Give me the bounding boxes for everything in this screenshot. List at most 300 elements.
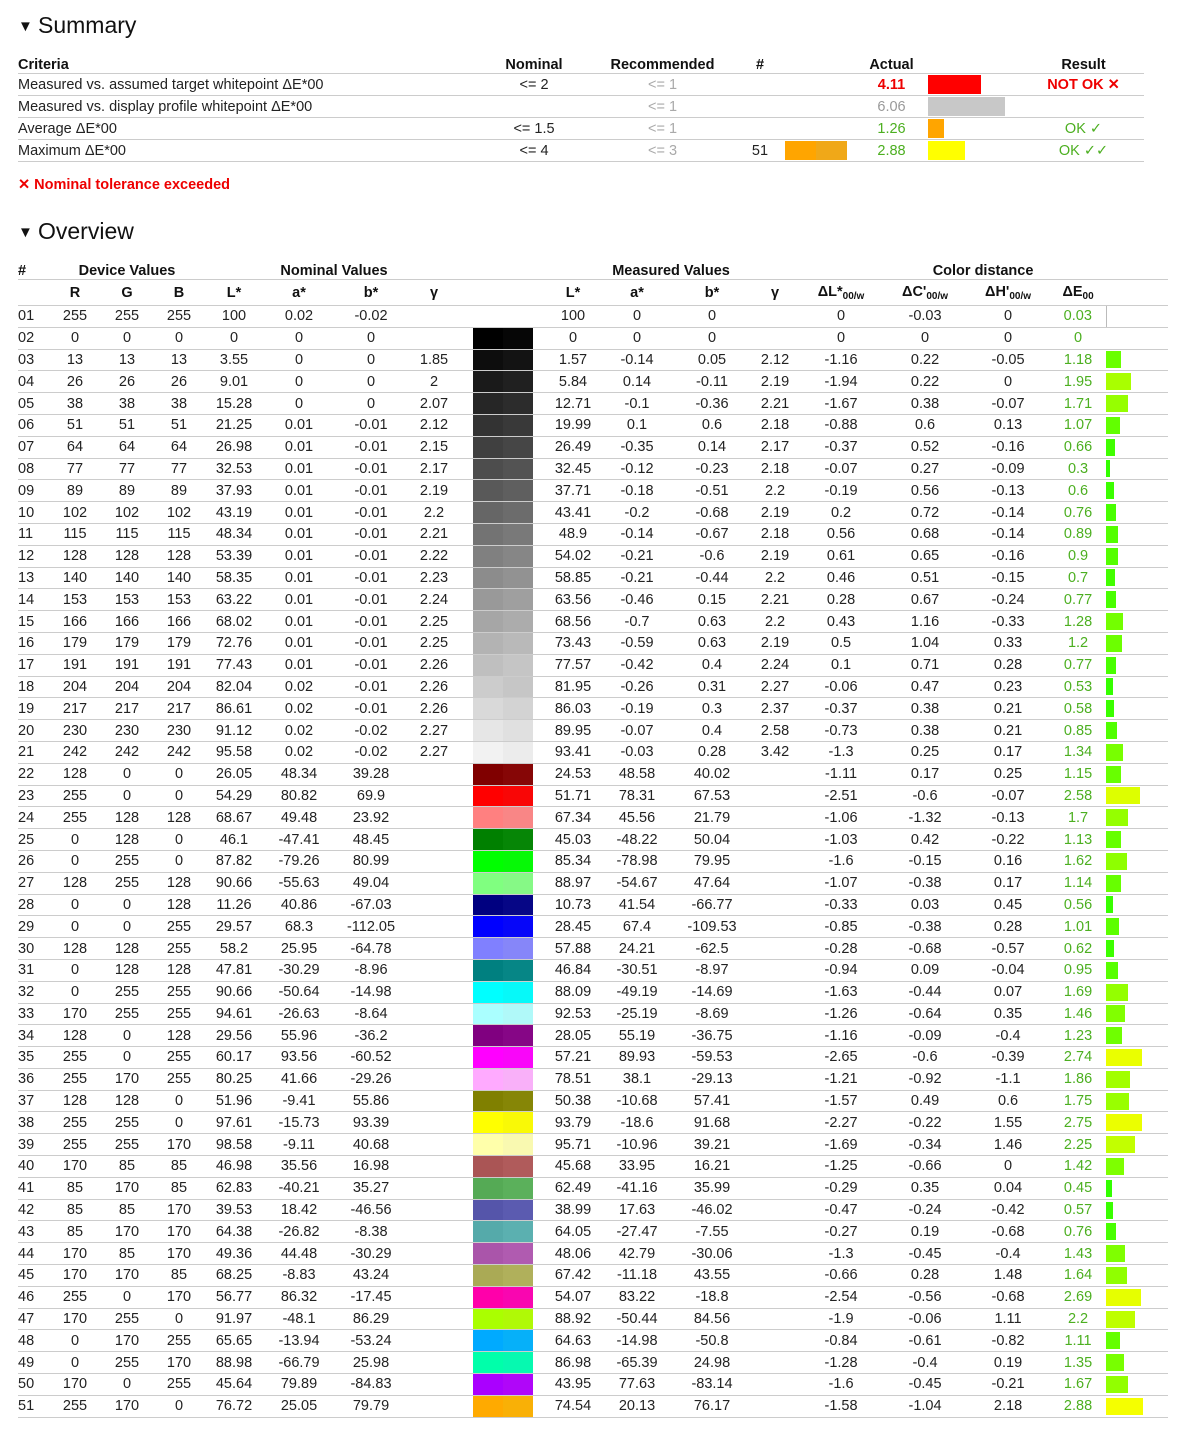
overview-row — [18, 807, 1168, 829]
nominal-l-cell: 76.72 — [206, 1395, 262, 1417]
device-g-cell: 230 — [102, 720, 152, 742]
delta-e-bar — [1106, 1027, 1122, 1044]
delta-e-cell: 1.43 — [1050, 1243, 1106, 1265]
overview-row — [18, 981, 1168, 1003]
device-b-cell: 77 — [152, 458, 206, 480]
measured-b-cell: 91.68 — [672, 1112, 752, 1134]
color-swatch — [473, 1091, 533, 1112]
measured-a-cell: -0.7 — [602, 611, 672, 633]
nominal-gamma-cell — [406, 1134, 462, 1156]
device-b-cell: 255 — [152, 1047, 206, 1069]
delta-h-cell: 0.21 — [966, 720, 1050, 742]
nominal-b-cell: 43.24 — [336, 1265, 406, 1287]
index-cell: 01 — [18, 306, 48, 328]
color-swatch-cell — [462, 349, 544, 371]
nominal-b-cell: -8.38 — [336, 1221, 406, 1243]
color-swatch — [473, 350, 533, 371]
color-swatch-cell — [462, 567, 544, 589]
color-swatch-cell — [462, 545, 544, 567]
delta-e-bar-cell — [1106, 502, 1168, 524]
delta-e-bar-cell — [1106, 676, 1168, 698]
index-cell: 10 — [18, 502, 48, 524]
measured-l-cell: 64.05 — [544, 1221, 602, 1243]
measured-gamma-cell — [752, 1156, 798, 1178]
delta-h-cell: -0.05 — [966, 349, 1050, 371]
overview-row — [18, 414, 1168, 436]
measured-b-cell: -8.97 — [672, 959, 752, 981]
measured-b-cell: 0.63 — [672, 632, 752, 654]
overview-row — [18, 545, 1168, 567]
measured-b-cell: 35.99 — [672, 1177, 752, 1199]
nominal-l-cell: 47.81 — [206, 959, 262, 981]
color-swatch — [473, 764, 533, 785]
delta-c-cell: -0.34 — [884, 1134, 966, 1156]
actual-cell: 1.26 — [855, 118, 928, 140]
color-swatch — [473, 1221, 533, 1242]
measured-gamma-cell — [752, 1177, 798, 1199]
delta-l-cell: 0 — [798, 306, 884, 328]
color-swatch — [473, 1374, 533, 1395]
delta-e-cell: 1.42 — [1050, 1156, 1106, 1178]
measured-b-cell: -50.8 — [672, 1330, 752, 1352]
nominal-b-cell: -0.01 — [336, 502, 406, 524]
nominal-l-cell: 88.98 — [206, 1352, 262, 1374]
nominal-gamma-cell: 2.25 — [406, 632, 462, 654]
actual-bar — [928, 141, 965, 160]
measured-a-cell: -0.12 — [602, 458, 672, 480]
device-r-cell: 77 — [48, 458, 102, 480]
delta-e-bar — [1106, 1005, 1125, 1022]
color-swatch — [473, 807, 533, 828]
nominal-l-cell: 51.96 — [206, 1090, 262, 1112]
measured-l-cell: 85.34 — [544, 850, 602, 872]
nominal-a-cell: 80.82 — [262, 785, 336, 807]
delta-c-cell: 0.65 — [884, 545, 966, 567]
delta-e-bar-cell — [1106, 654, 1168, 676]
overview-row — [18, 654, 1168, 676]
measured-gamma-cell — [752, 763, 798, 785]
actual-cell: 6.06 — [855, 96, 928, 118]
delta-e-bar — [1106, 1202, 1113, 1219]
index-cell: 18 — [18, 676, 48, 698]
delta-c-cell: 0.22 — [884, 349, 966, 371]
nominal-l-cell: 9.01 — [206, 371, 262, 393]
summary-row — [18, 140, 1144, 162]
measured-gamma-cell: 2.27 — [752, 676, 798, 698]
measured-gamma-cell — [752, 1352, 798, 1374]
delta-l-cell: -0.33 — [798, 894, 884, 916]
device-b-cell: 64 — [152, 436, 206, 458]
delta-c-cell: -0.68 — [884, 938, 966, 960]
index-cell: 19 — [18, 698, 48, 720]
measured-l-cell: 48.9 — [544, 523, 602, 545]
overview-row — [18, 872, 1168, 894]
device-g-cell: 0 — [102, 785, 152, 807]
measured-l-cell: 89.95 — [544, 720, 602, 742]
delta-e-bar — [1106, 591, 1116, 608]
actual-bar-cell — [928, 96, 1023, 118]
nominal-cell — [478, 96, 590, 118]
delta-h-cell: 0 — [966, 327, 1050, 349]
delta-e-bar-cell — [1106, 589, 1168, 611]
measured-gamma-cell: 2.37 — [752, 698, 798, 720]
nominal-l-cell: 80.25 — [206, 1068, 262, 1090]
nominal-a-cell: -13.94 — [262, 1330, 336, 1352]
delta-e-bar — [1106, 678, 1113, 695]
result-cell: OK ✓ — [1023, 118, 1144, 140]
delta-e-bar — [1106, 962, 1118, 979]
nominal-gamma-cell — [406, 1068, 462, 1090]
nominal-a-cell: -26.63 — [262, 1003, 336, 1025]
device-g-cell: 255 — [102, 850, 152, 872]
recommended-cell: <= 1 — [590, 96, 735, 118]
measured-gamma-cell — [752, 1286, 798, 1308]
device-g-cell: 255 — [102, 306, 152, 328]
nominal-a-cell: 0 — [262, 349, 336, 371]
device-b-cell: 170 — [152, 1134, 206, 1156]
delta-c-cell: -0.4 — [884, 1352, 966, 1374]
nominal-gamma-cell — [406, 1330, 462, 1352]
device-b-cell: 51 — [152, 414, 206, 436]
delta-c-cell: 0.72 — [884, 502, 966, 524]
device-r-cell: 153 — [48, 589, 102, 611]
measured-l-cell: 38.99 — [544, 1199, 602, 1221]
delta-e-bar-cell — [1106, 1221, 1168, 1243]
delta-l-cell: -1.58 — [798, 1395, 884, 1417]
delta-e-bar — [1106, 744, 1123, 761]
delta-e-cell: 1.71 — [1050, 393, 1106, 415]
color-swatch-cell — [462, 1395, 544, 1417]
device-g-cell: 128 — [102, 1090, 152, 1112]
nominal-gamma-cell — [406, 1352, 462, 1374]
delta-h-cell: 0.45 — [966, 894, 1050, 916]
delta-c-cell: -0.15 — [884, 850, 966, 872]
delta-e-cell: 2.75 — [1050, 1112, 1106, 1134]
nominal-l-cell: 68.67 — [206, 807, 262, 829]
device-g-cell: 128 — [102, 938, 152, 960]
delta-e-cell: 2.2 — [1050, 1308, 1106, 1330]
device-r-cell: 0 — [48, 959, 102, 981]
measured-b-cell: 84.56 — [672, 1308, 752, 1330]
summary-heading[interactable]: ▼ Summary — [18, 12, 137, 38]
delta-e-bar-cell — [1106, 1112, 1168, 1134]
device-g-cell: 102 — [102, 502, 152, 524]
delta-l-cell: -1.25 — [798, 1156, 884, 1178]
measured-gamma-cell: 2.18 — [752, 458, 798, 480]
overview-row — [18, 1308, 1168, 1330]
nominal-gamma-cell — [406, 1395, 462, 1417]
measured-gamma-cell — [752, 1330, 798, 1352]
color-swatch — [473, 742, 533, 763]
device-r-cell: 217 — [48, 698, 102, 720]
device-g-cell: 77 — [102, 458, 152, 480]
measured-a-cell: -50.44 — [602, 1308, 672, 1330]
color-swatch-cell — [462, 1134, 544, 1156]
nominal-a-cell: 0.02 — [262, 306, 336, 328]
nominal-b-cell: 0 — [336, 393, 406, 415]
delta-e-cell: 1.11 — [1050, 1330, 1106, 1352]
nominal-a-cell: 0.01 — [262, 611, 336, 633]
nominal-a-cell: 48.34 — [262, 763, 336, 785]
index-cell: 13 — [18, 567, 48, 589]
overview-row — [18, 1221, 1168, 1243]
delta-e-bar-cell — [1106, 850, 1168, 872]
device-b-cell: 128 — [152, 959, 206, 981]
device-r-cell: 0 — [48, 916, 102, 938]
delta-e-bar — [1106, 1398, 1143, 1415]
color-swatch-cell — [462, 807, 544, 829]
measured-a-cell: -0.59 — [602, 632, 672, 654]
measured-l-cell: 19.99 — [544, 414, 602, 436]
device-r-cell: 128 — [48, 763, 102, 785]
device-r-cell: 0 — [48, 981, 102, 1003]
nominal-a-cell: 0.02 — [262, 698, 336, 720]
measured-b-cell: 0.6 — [672, 414, 752, 436]
color-swatch-cell — [462, 916, 544, 938]
group-measured-values: Measured Values — [544, 258, 798, 280]
delta-l-cell: -1.9 — [798, 1308, 884, 1330]
nominal-cell: <= 4 — [478, 140, 590, 162]
nominal-b-cell: -0.01 — [336, 523, 406, 545]
measured-b-cell: -0.6 — [672, 545, 752, 567]
device-g-cell: 179 — [102, 632, 152, 654]
device-r-cell: 242 — [48, 741, 102, 763]
overview-row — [18, 1177, 1168, 1199]
group-device-values: Device Values — [48, 258, 206, 280]
measured-l-cell: 57.21 — [544, 1047, 602, 1069]
overview-row — [18, 1134, 1168, 1156]
delta-e-bar-cell — [1106, 1047, 1168, 1069]
delta-h-cell: -0.16 — [966, 436, 1050, 458]
delta-h-cell: 1.48 — [966, 1265, 1050, 1287]
measured-a-cell: -48.22 — [602, 829, 672, 851]
device-r-cell: 128 — [48, 938, 102, 960]
delta-e-bar-cell — [1106, 785, 1168, 807]
color-swatch — [473, 328, 533, 349]
delta-l-cell: -2.65 — [798, 1047, 884, 1069]
delta-c-cell: 0.17 — [884, 763, 966, 785]
delta-e-bar — [1106, 504, 1116, 521]
nominal-b-cell: 49.04 — [336, 872, 406, 894]
collapse-triangle-icon: ▼ — [18, 224, 33, 242]
tolerance-note: ✕ Nominal tolerance exceeded — [18, 177, 231, 193]
color-swatch-cell — [462, 1374, 544, 1396]
col-criteria: Criteria — [18, 52, 478, 74]
nominal-a-cell: 40.86 — [262, 894, 336, 916]
device-r-cell: 170 — [48, 1156, 102, 1178]
delta-e-bar — [1106, 460, 1110, 477]
count-cell — [735, 74, 785, 96]
sub-measured-l: L* — [544, 280, 602, 306]
nominal-a-cell: -48.1 — [262, 1308, 336, 1330]
nominal-gamma-cell — [406, 785, 462, 807]
nominal-a-cell: 55.96 — [262, 1025, 336, 1047]
delta-e-cell: 0.89 — [1050, 523, 1106, 545]
measured-b-cell: 24.98 — [672, 1352, 752, 1374]
measured-gamma-cell: 2.18 — [752, 414, 798, 436]
overview-heading[interactable]: ▼ Overview — [18, 218, 134, 244]
nominal-b-cell: -0.01 — [336, 589, 406, 611]
sub-g: G — [102, 280, 152, 306]
measured-b-cell: -83.14 — [672, 1374, 752, 1396]
color-swatch-cell — [462, 872, 544, 894]
color-swatch — [473, 982, 533, 1003]
delta-e-cell: 1.34 — [1050, 741, 1106, 763]
delta-c-cell: -0.38 — [884, 872, 966, 894]
nominal-gamma-cell: 2.2 — [406, 502, 462, 524]
delta-e-cell: 0.45 — [1050, 1177, 1106, 1199]
device-r-cell: 26 — [48, 371, 102, 393]
device-g-cell: 166 — [102, 611, 152, 633]
overview-row — [18, 1352, 1168, 1374]
nominal-l-cell: 98.58 — [206, 1134, 262, 1156]
color-swatch — [473, 415, 533, 436]
nominal-b-cell: 0 — [336, 327, 406, 349]
device-r-cell: 255 — [48, 807, 102, 829]
device-b-cell: 0 — [152, 785, 206, 807]
device-r-cell: 0 — [48, 1352, 102, 1374]
nominal-l-cell: 68.25 — [206, 1265, 262, 1287]
measured-l-cell: 68.56 — [544, 611, 602, 633]
sub-delta-c: $\Delta C'_{00/w}$ — [884, 280, 966, 306]
color-swatch-cell — [462, 1156, 544, 1178]
nominal-l-cell: 32.53 — [206, 458, 262, 480]
delta-h-cell: -0.4 — [966, 1243, 1050, 1265]
nominal-gamma-cell: 1.85 — [406, 349, 462, 371]
device-g-cell: 0 — [102, 1286, 152, 1308]
device-r-cell: 0 — [48, 327, 102, 349]
delta-h-cell: 2.18 — [966, 1395, 1050, 1417]
color-swatch-cell — [462, 1068, 544, 1090]
device-g-cell: 217 — [102, 698, 152, 720]
delta-e-cell: 1.15 — [1050, 763, 1106, 785]
device-g-cell: 255 — [102, 872, 152, 894]
delta-e-bar-cell — [1106, 807, 1168, 829]
measured-a-cell: -11.18 — [602, 1265, 672, 1287]
nominal-l-cell: 100 — [206, 306, 262, 328]
nominal-a-cell: -66.79 — [262, 1352, 336, 1374]
recommended-cell: <= 1 — [590, 74, 735, 96]
device-b-cell: 255 — [152, 1374, 206, 1396]
measured-gamma-cell — [752, 894, 798, 916]
measured-gamma-cell: 2.24 — [752, 654, 798, 676]
nominal-l-cell: 94.61 — [206, 1003, 262, 1025]
delta-e-cell: 0.6 — [1050, 480, 1106, 502]
delta-e-bar-cell — [1106, 741, 1168, 763]
count-bar — [785, 141, 847, 160]
nominal-l-cell: 46.98 — [206, 1156, 262, 1178]
measured-a-cell: -0.26 — [602, 676, 672, 698]
overview-row — [18, 785, 1168, 807]
measured-l-cell: 86.98 — [544, 1352, 602, 1374]
nominal-gamma-cell — [406, 1177, 462, 1199]
color-swatch-cell — [462, 676, 544, 698]
color-swatch-cell — [462, 938, 544, 960]
delta-h-cell: -0.68 — [966, 1221, 1050, 1243]
delta-e-cell: 1.18 — [1050, 349, 1106, 371]
sub-delta-h: $\Delta H'_{00/w}$ — [966, 280, 1050, 306]
delta-l-cell: -1.6 — [798, 850, 884, 872]
device-r-cell: 115 — [48, 523, 102, 545]
delta-c-cell: 0.35 — [884, 1177, 966, 1199]
index-cell: 35 — [18, 1047, 48, 1069]
device-r-cell: 128 — [48, 1090, 102, 1112]
color-swatch — [473, 589, 533, 610]
nominal-gamma-cell: 2.26 — [406, 654, 462, 676]
nominal-b-cell: -0.01 — [336, 654, 406, 676]
delta-e-bar — [1106, 1049, 1142, 1066]
device-b-cell: 0 — [152, 1308, 206, 1330]
delta-e-cell: 1.07 — [1050, 414, 1106, 436]
nominal-gamma-cell: 2.12 — [406, 414, 462, 436]
measured-b-cell: -8.69 — [672, 1003, 752, 1025]
delta-e-bar — [1106, 417, 1120, 434]
collapse-triangle-icon: ▼ — [18, 18, 33, 36]
color-swatch-cell — [462, 1177, 544, 1199]
device-b-cell: 170 — [152, 1352, 206, 1374]
color-swatch — [473, 633, 533, 654]
device-b-cell: 0 — [152, 829, 206, 851]
device-b-cell: 217 — [152, 698, 206, 720]
nominal-l-cell: 91.12 — [206, 720, 262, 742]
group-color-distance: Color distance — [798, 258, 1168, 280]
delta-e-cell: 0.76 — [1050, 502, 1106, 524]
measured-a-cell: 0.14 — [602, 371, 672, 393]
device-g-cell: 170 — [102, 1177, 152, 1199]
index-cell: 48 — [18, 1330, 48, 1352]
nominal-gamma-cell — [406, 807, 462, 829]
delta-l-cell: -1.63 — [798, 981, 884, 1003]
nominal-gamma-cell: 2.21 — [406, 523, 462, 545]
delta-h-cell: -0.14 — [966, 523, 1050, 545]
measured-a-cell: 41.54 — [602, 894, 672, 916]
color-swatch-cell — [462, 1308, 544, 1330]
measured-gamma-cell: 2.18 — [752, 523, 798, 545]
nominal-gamma-cell — [406, 1199, 462, 1221]
nominal-a-cell: 0.01 — [262, 458, 336, 480]
delta-h-cell: 0.04 — [966, 1177, 1050, 1199]
measured-l-cell: 51.71 — [544, 785, 602, 807]
measured-l-cell: 43.95 — [544, 1374, 602, 1396]
nominal-a-cell: -50.64 — [262, 981, 336, 1003]
device-r-cell: 85 — [48, 1199, 102, 1221]
overview-row — [18, 632, 1168, 654]
delta-e-bar — [1106, 1071, 1130, 1088]
measured-b-cell: -62.5 — [672, 938, 752, 960]
nominal-a-cell: 79.89 — [262, 1374, 336, 1396]
delta-h-cell: 1.55 — [966, 1112, 1050, 1134]
measured-b-cell: -0.44 — [672, 567, 752, 589]
delta-h-cell: -0.68 — [966, 1286, 1050, 1308]
recommended-cell: <= 1 — [590, 118, 735, 140]
delta-h-cell: 0.17 — [966, 741, 1050, 763]
delta-h-cell: -1.1 — [966, 1068, 1050, 1090]
color-swatch-cell — [462, 1090, 544, 1112]
index-cell: 07 — [18, 436, 48, 458]
overview-row — [18, 458, 1168, 480]
device-r-cell: 255 — [48, 1134, 102, 1156]
delta-e-bar — [1106, 1354, 1124, 1371]
delta-e-cell: 0.7 — [1050, 567, 1106, 589]
delta-e-cell: 2.58 — [1050, 785, 1106, 807]
measured-a-cell: 48.58 — [602, 763, 672, 785]
nominal-l-cell: 29.56 — [206, 1025, 262, 1047]
delta-l-cell: -2.51 — [798, 785, 884, 807]
delta-l-cell: -1.67 — [798, 393, 884, 415]
index-cell: 03 — [18, 349, 48, 371]
measured-l-cell: 48.06 — [544, 1243, 602, 1265]
color-swatch — [473, 1396, 533, 1417]
